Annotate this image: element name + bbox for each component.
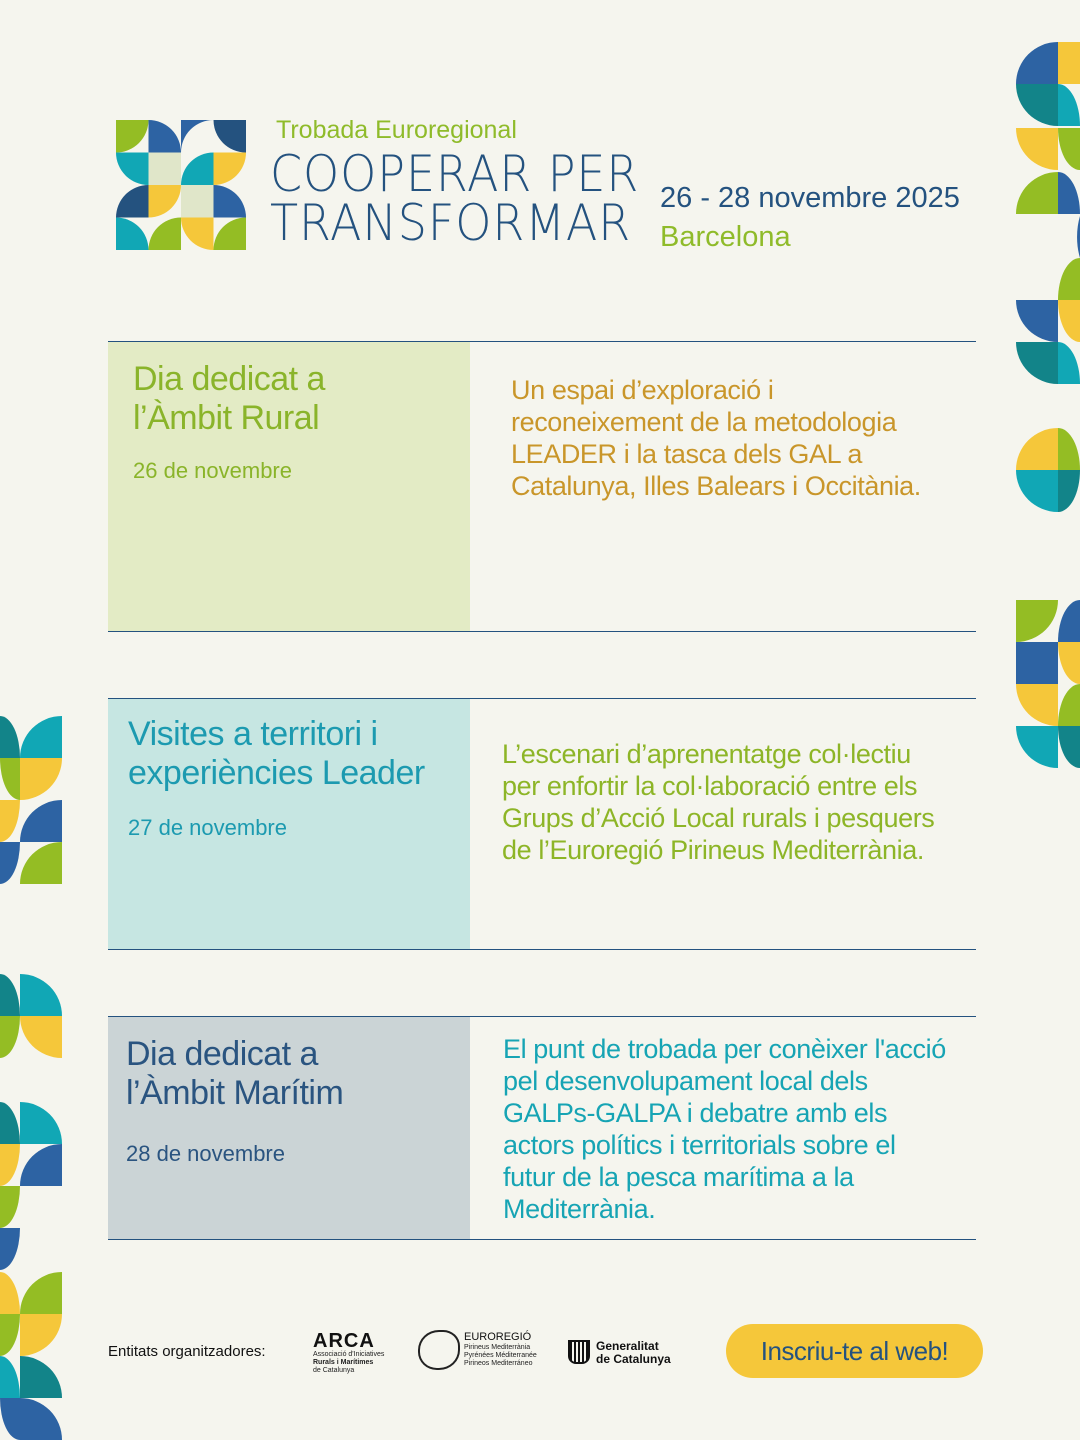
program-card-rural bbox=[108, 341, 976, 632]
program-card-visits bbox=[108, 698, 976, 950]
card-title: Visites a territori i experiències Leader bbox=[128, 715, 425, 792]
card-description: L’escenari d’aprenentatge col·lectiu per enfortir la col·laboració entre els Grups d’Acció Local rurals i pesquers de l’Euroregió Pirineus Mediterrània. bbox=[502, 739, 935, 865]
card-date: 26 de novembre bbox=[133, 458, 292, 483]
decorative-pattern-right bbox=[1016, 42, 1080, 782]
card-description: El punt de trobada per conèixer l'acció pel desenvolupament local dels GALPs-GALPA i debatre amb els actors polítics i territorials sobre el futur de la pesca marítima a la Mediterrània. bbox=[503, 1034, 946, 1224]
event-logo-mosaic bbox=[116, 120, 246, 250]
event-city: Barcelona bbox=[660, 221, 791, 253]
euroregio-emblem-icon bbox=[418, 1330, 460, 1370]
card-date: 27 de novembre bbox=[128, 815, 287, 840]
euroregio-logo: EUROREGIÓ Pirineus Mediterrània Pyrénées Méditerranée Pirineos Mediterráneo bbox=[464, 1331, 537, 1367]
program-card-maritime bbox=[108, 1016, 976, 1240]
event-subtitle: Trobada Euroregional bbox=[276, 116, 517, 144]
title-line-2: TRANSFORMAR bbox=[270, 194, 632, 252]
card-date: 28 de novembre bbox=[126, 1141, 285, 1166]
register-button[interactable]: Inscriu-te al web! bbox=[726, 1324, 983, 1378]
card-description: Un espai d’exploració i reconeixement de la metodologia LEADER i la tasca dels GAL a Catalunya, Illes Balears i Occitània. bbox=[511, 375, 921, 501]
organizers-label: Entitats organitzadores: bbox=[108, 1343, 266, 1360]
card-title: Dia dedicat a l’Àmbit Marítim bbox=[126, 1035, 344, 1112]
arca-logo: ARCA Associació d'Iniciatives Rurals i Marítimes de Catalunya bbox=[313, 1330, 385, 1374]
event-title bbox=[270, 145, 640, 252]
generalitat-logo: Generalitat de Catalunya bbox=[596, 1339, 671, 1366]
title-line-1: COOPERAR PER bbox=[270, 145, 640, 203]
decorative-pattern-left bbox=[0, 716, 64, 1440]
card-title: Dia dedicat a l’Àmbit Rural bbox=[133, 360, 325, 437]
event-dates: 26 - 28 novembre 2025 bbox=[660, 182, 960, 214]
generalitat-shield-icon bbox=[568, 1340, 590, 1364]
